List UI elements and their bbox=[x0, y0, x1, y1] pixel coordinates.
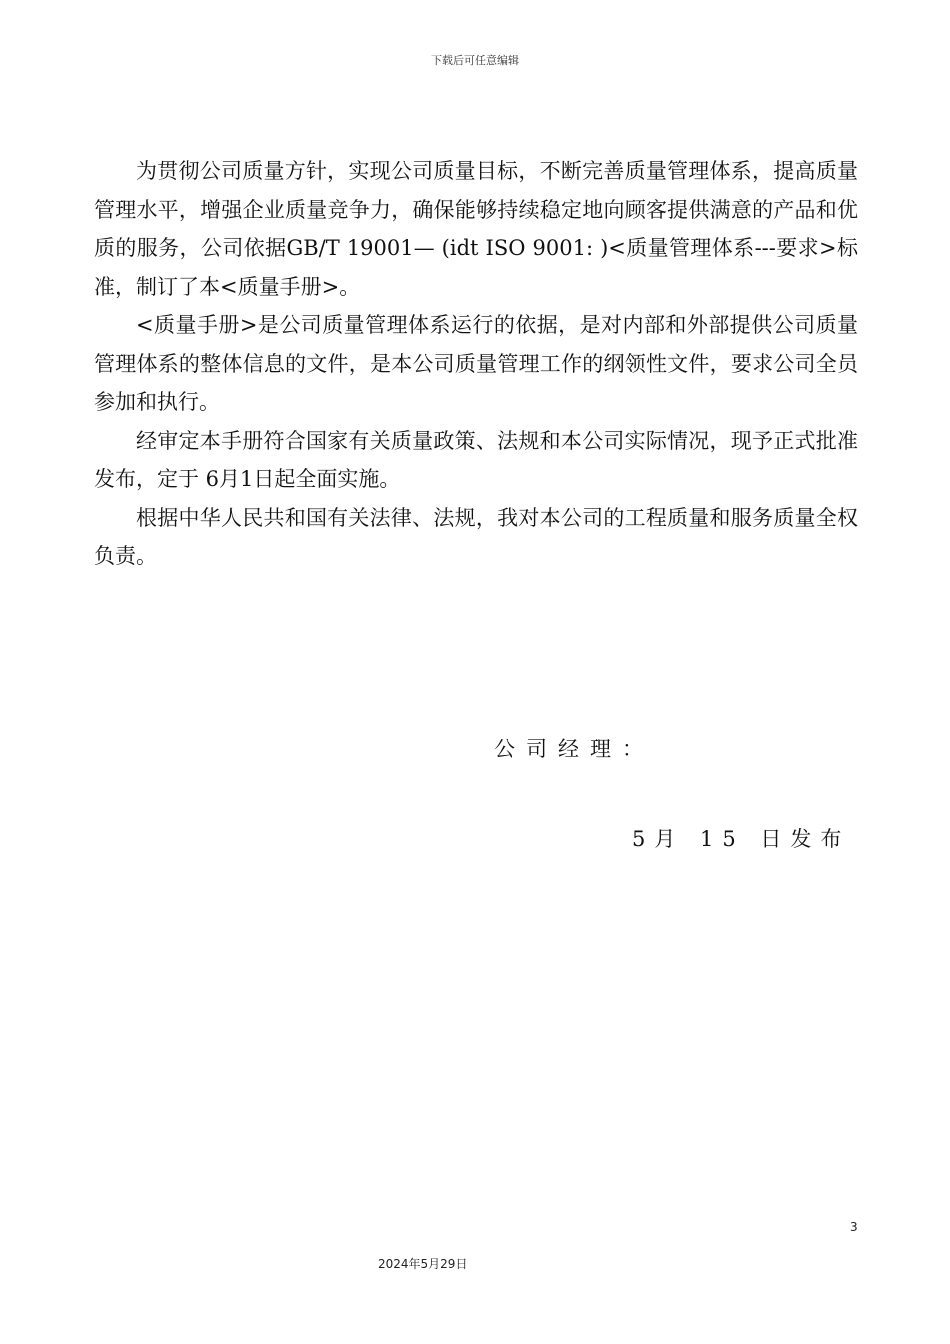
footer-date: 2024年5月29日 bbox=[378, 1257, 468, 1271]
body-paragraph-2: <质量手册>是公司质量管理体系运行的依据，是对内部和外部提供公司质量管理体系的整体信息的文件，是本公司质量管理工作的纲领性文件，要求公司全员参加和执行。 bbox=[94, 313, 858, 414]
document-body bbox=[94, 152, 858, 576]
body-paragraph-1: 为贯彻公司质量方针，实现公司质量目标，不断完善质量管理体系，提高质量管理水平，增强企业质量竞争力，确保能够持续稳定地向顾客提供满意的产品和优质的服务，公司依据GB/T 19001— (idt ISO 9001: )<质量管理体系---要求>标准，制订了本<质量手册>。 bbox=[94, 159, 858, 299]
release-date: 5月 15 日发布 bbox=[632, 827, 851, 851]
body-paragraph-4: 根据中华人民共和国有关法律、法规，我对本公司的工程质量和服务质量全权负责。 bbox=[94, 505, 858, 568]
page-header: 下载后可任意编辑 bbox=[431, 54, 519, 67]
signature-label: 公司经理： bbox=[494, 737, 654, 761]
page-number: 3 bbox=[850, 1220, 858, 1234]
body-paragraph-3: 经审定本手册符合国家有关质量政策、法规和本公司实际情况，现予正式批准发布，定于 6月1日起全面实施。 bbox=[94, 428, 858, 491]
